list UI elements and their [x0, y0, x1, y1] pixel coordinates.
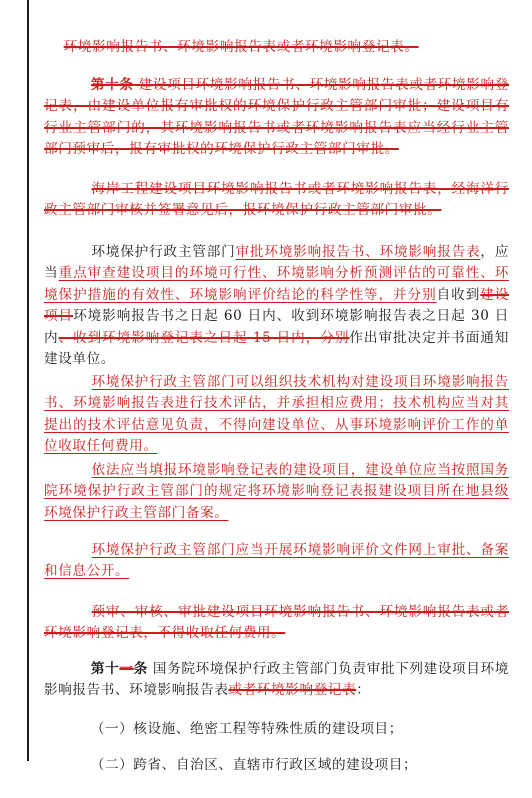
inserted-text: 环境保护行政主管部门应当开展环境影响评价文件网上审批、备案和信息公开。: [44, 541, 509, 579]
plain-text: 环境保护行政主管部门: [91, 243, 236, 260]
article-number: 第十条: [90, 76, 134, 93]
deleted-text: 建设项目: [44, 286, 509, 324]
deleted-text: 环境影响报告书、环境影响报告表或者环境影响登记表。: [63, 38, 419, 55]
inserted-text: 依法应当填报环境影响登记表的建设项目，建设单位应当按照国务院环境保护行政主管部门的规定将环境影响登记表报建设项目所在地县级环境保护行政主管部门备案。: [44, 461, 509, 521]
plain-text: ：: [356, 682, 371, 698]
article-number: 条: [133, 660, 148, 677]
deleted-text: 或者环境影响登记表: [228, 682, 357, 698]
article-number: 第十: [90, 660, 120, 677]
margin-line: [27, 0, 29, 761]
plain-text: ，应当: [44, 243, 510, 281]
plain-text: 环境影响报告书之日起 60 日内、收到环境影响报告表之日起 30 日内: [44, 308, 509, 346]
plain-text: （一）核设施、绝密工程等特殊性质的建设项目；: [90, 720, 403, 737]
deleted-text: 预审、审核、审批建设项目环境影响报告书、环境影响报告表或者环境影响登记表，不得收取任何费用。: [44, 603, 509, 641]
deleted-text: 一: [119, 660, 134, 677]
deleted-text: 海岸工程建设项目环境影响报告书或者环境影响报告表，经海洋行政主管部门审核并签署意见后，报环境保护行政主管部门审批。: [44, 180, 509, 218]
inserted-text: 环境保护行政主管部门可以组织技术机构对建设项目环境影响报告书、环境影响报告表进行技术评估，并承担相应费用；技术机构应当对其提出的技术评估意见负责，不得向建设单位、从事环境影响评价工作的单位收取任何费用。: [44, 373, 509, 454]
deleted-text: 建设项目环境影响报告书、环境影响报告表或者环境影响登记表，由建设单位报有审批权的环境保护行政主管部门审批；建设项目有行业主管部门的，其环境影响报告书或者环境影响报告表应当经行业主管部门预审后，报有审批权的环境保护行政主管部门审批。: [44, 76, 509, 157]
inserted-text: 审批环境影响报告书、环境影响报告表: [235, 243, 481, 260]
inserted-text: 重点审查建设项目的环境可行性、环境影响分析预测评估的可靠性、环境保护措施的有效性、环境影响评价结论的科学性等，并分别: [44, 265, 509, 303]
plain-text: （二）跨省、自治区、直辖市行政区域的建设项目；: [90, 756, 418, 773]
plain-text: 作出审批决定并书面通知建设单位。: [44, 329, 509, 367]
plain-text: 国务院环境保护行政主管部门负责审批下列建设项目环境影响报告书、环境影响报告表: [44, 660, 509, 698]
list-item-2: [44, 733, 509, 798]
plain-text: 自收到: [436, 286, 481, 303]
deleted-text: 、收到环境影响登记表之日起 15 日内，分别: [58, 329, 350, 346]
